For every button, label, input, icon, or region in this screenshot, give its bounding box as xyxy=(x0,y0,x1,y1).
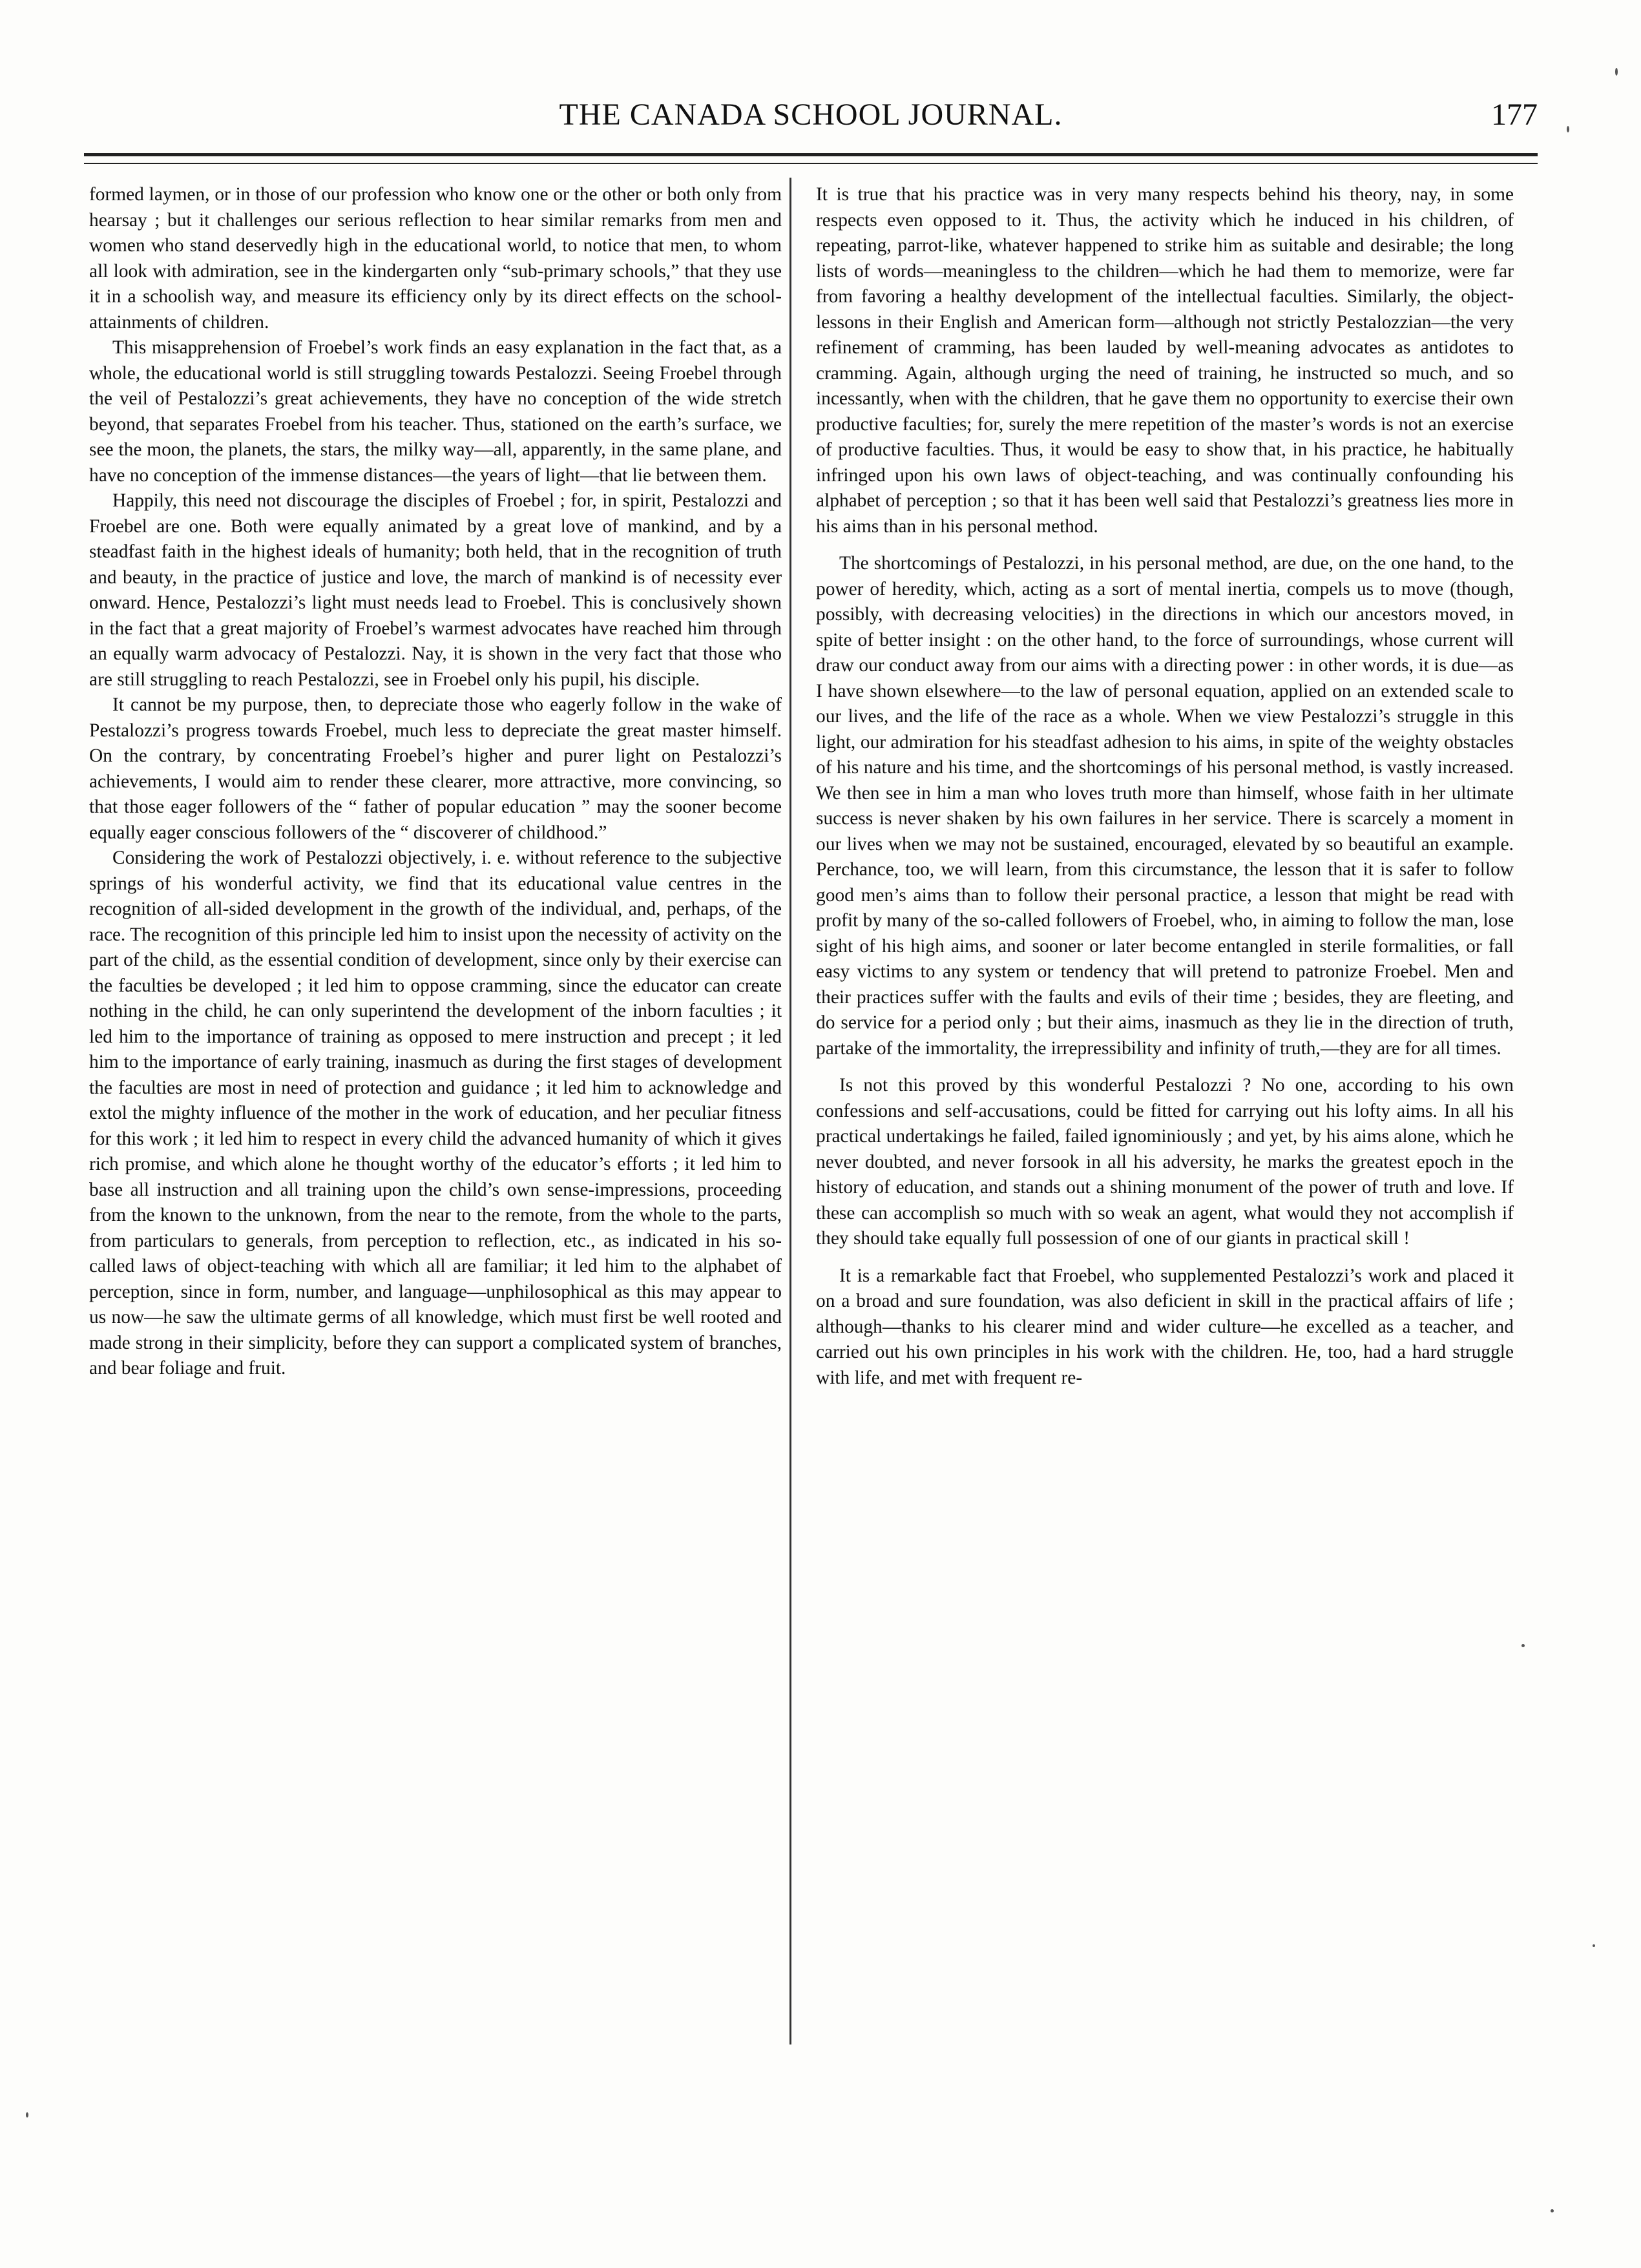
scan-speck xyxy=(1521,1644,1525,1647)
paragraph: It is true that his practice was in very many respects behind his theory, nay, in some respects even opposed to it. Thus, the activity which he induced in his children, of repeating, parrot-like, whatever happened to strike him as suitable and desirable; the long lists of words—meaningless to the children—which he had them to memorize, were far from favoring a healthy development of the intellectual faculties. Similarly, the object-lessons in their English and American form—although not strictly Pestalozzian—the very refinement of cramming, has been lauded by well-meaning advocates as antidotes to cramming. Again, although urging the need of training, he instructed so much, and so incessantly, when with the children, that he gave them no opportunity to exercise their own productive faculties; for, surely the mere repetition of the master’s words is not an exercise of productive faculties. Thus, it would be easy to show that, in his practice, he habitually infringed upon his own laws of object-teaching, and was continually confounding his alphabet of perception ; so that it has been well said that Pestalozzi’s greatness lies more in his aims than in his personal method. xyxy=(816,184,1514,537)
paragraph: The shortcomings of Pestalozzi, in his personal method, are due, on the one hand, to the power of heredity, which, acting as a sort of mental inertia, compels us to move (though, possibly, with decreasing velocities) in the directions in which our ancestors moved, in spite of better insight : on the other hand, to the force of surroundings, whose current will draw our conduct away from our aims with a directing power : in other words, it is due—as I have shown elsewhere—to the law of personal equation, applied on an extended scale to our lives, and the life of the race as a whole. When we view Pestalozzi’s struggle in this light, our admiration for his steadfast adhesion to his aims, in spite of the weighty obstacles of his nature and his time, and the shortcomings of his personal method, is vastly increased. We then see in him a man who loves truth more than himself, whose faith in her ultimate success is never shaken by his own failures in her service. There is scarcely a moment in our lives when we may not be sustained, encouraged, elevated by so beautiful an example. Perchance, too, we will learn, from this circumstance, the lesson that it is safer to follow good men’s aims than to follow their personal practice, a lesson that might be read with profit by many of the so-called followers of Froebel, who, in aiming to follow the man, lose sight of his high aims, and sooner or later become entangled in sterile formalities, or fall easy victims to any system or tendency that will pretend to patronize Froebel. Men and their practices suffer with the faults and evils of their time ; besides, they are fleeting, and do service for a period only ; but their aims, inasmuch as they lie in the direction of truth, partake of the immortality, the irrepressibility and infinity of truth,—they are for all times. xyxy=(816,553,1514,1059)
paragraph: Considering the work of Pestalozzi objectively, i. e. without reference to the subjective springs of his wonderful activity, we find that its educational value centres in the recognition of all-sided development in the growth of the individual, and, perhaps, of the race. The recognition of this principle led him to insist upon the necessity of activity on the part of the child, as the essential condition of development, since only by their exercise can the faculties be developed ; it led him to oppose cramming, since the educator can create nothing in the child, he can only superintend the development of the inborn faculties ; it led him to the importance of training as opposed to mere instruction and precept ; it led him to the importance of early training, inasmuch as during the first stages of development the faculties are most in need of protection and guidance ; it led him to acknowledge and extol the mighty influence of the mother in the work of education, and her peculiar fitness for this work ; it led him to respect in every child the advanced humanity of which it gives rich promise, and which alone he thought worthy of the educator’s efforts ; it led him to base all instruction and all training upon the child’s own sense-impressions, proceeding from the known to the unknown, from the near to the remote, from the whole to the parts, from particulars to generals, from perception to reflection, etc., as indicated in his so-called laws of object-teaching with which all are familiar; it led him to the alphabet of perception, since in form, number, and language—unphilosophical as this may appear to us now—he saw the ultimate germs of all knowledge, which must first be well rooted and made strong in their simplicity, before they can support a complicated system of branches, and bear foliage and fruit. xyxy=(89,848,782,1378)
journal-title: THE CANADA SCHOOL JOURNAL. xyxy=(559,98,1063,132)
scan-speck xyxy=(1567,126,1569,132)
scan-speck xyxy=(26,2112,28,2117)
paragraph: It cannot be my purpose, then, to depreciate those who eagerly follow in the wake of Pestalozzi’s progress towards Froebel, much less to depreciate the great master himself. On the contrary, by concentrating Froebel’s higher and purer light on Pestalozzi’s achievements, I would aim to render these clearer, more attractive, more convincing, so that those eager followers of the “ father of popular education ” may the sooner become equally eager conscious followers of the “ discoverer of childhood.” xyxy=(89,694,782,843)
column-divider xyxy=(789,178,791,2044)
paragraph: Is not this proved by this wonderful Pestalozzi ? No one, according to his own confessions and self-accusations, could be fitted for carrying out his lofty aims. In all his practical undertakings he failed, failed ignominiously ; and yet, by his aims alone, which he never doubted, and never forsook in all his adversity, he marks the greatest epoch in the history of education, and stands out a shining monument of the power of truth and love. If these can accomplish so much with so weak an agent, what would they not accomplish if they should take equally full possession of one of our giants in practical skill ! xyxy=(816,1075,1514,1249)
left-column xyxy=(89,182,782,1382)
right-column xyxy=(816,182,1514,1391)
header-rule-thin xyxy=(84,163,1538,164)
header-rule-thick xyxy=(84,153,1538,156)
paragraph: Happily, this need not discourage the disciples of Froebel ; for, in spirit, Pestalozzi and Froebel are one. Both were equally animated by a great love of mankind, and by a steadfast faith in the highest ideals of humanity; both held, that in the recognition of truth and beauty, in the practice of justice and love, the march of mankind is of necessity ever onward. Hence, Pestalozzi’s light must needs lead to Froebel. This is conclusively shown in the fact that a great majority of Froebel’s warmest advocates have reached him through an equally warm advocacy of Pestalozzi. Nay, it is shown in the very fact that those who are still struggling to reach Pestalozzi, see in Froebel only his pupil, his disciple. xyxy=(89,490,782,690)
paragraph: formed laymen, or in those of our profession who know one or the other or both only from hearsay ; but it challenges our serious reflection to hear similar remarks from men and women who stand deservedly high in the educational world, to notice that men, to whom all look with admiration, see in the kindergarten only “sub-primary schools,” that they use it in a schoolish way, and measure its efficiency only by its direct effects on the school-attainments of children. xyxy=(89,184,782,333)
scan-speck xyxy=(1551,2209,1554,2212)
paragraph: It is a remarkable fact that Froebel, who supplemented Pestalozzi’s work and placed it on a broad and sure foundation, was also deficient in skill in the practical affairs of life ; although—thanks to his clearer mind and wider culture—he excelled as a teacher, and carried out his own principles in his work with the children. He, too, had a hard struggle with life, and met with frequent re- xyxy=(816,1265,1514,1388)
running-header xyxy=(84,97,1538,155)
scan-speck xyxy=(1593,1944,1595,1947)
paragraph: This misapprehension of Froebel’s work finds an easy explanation in the fact that, as a whole, the educational world is still struggling towards Pestalozzi. Seeing Froebel through the veil of Pestalozzi’s great achievements, they have no conception of the wide stretch beyond, that separates Froebel from his teacher. Thus, stationed on the earth’s surface, we see the moon, the planets, the stars, the milky way—all, apparently, in the same plane, and have no conception of the immense distances—the years of light—that lie between them. xyxy=(89,337,782,486)
scan-speck xyxy=(1615,68,1618,76)
page-number: 177 xyxy=(1491,98,1538,132)
